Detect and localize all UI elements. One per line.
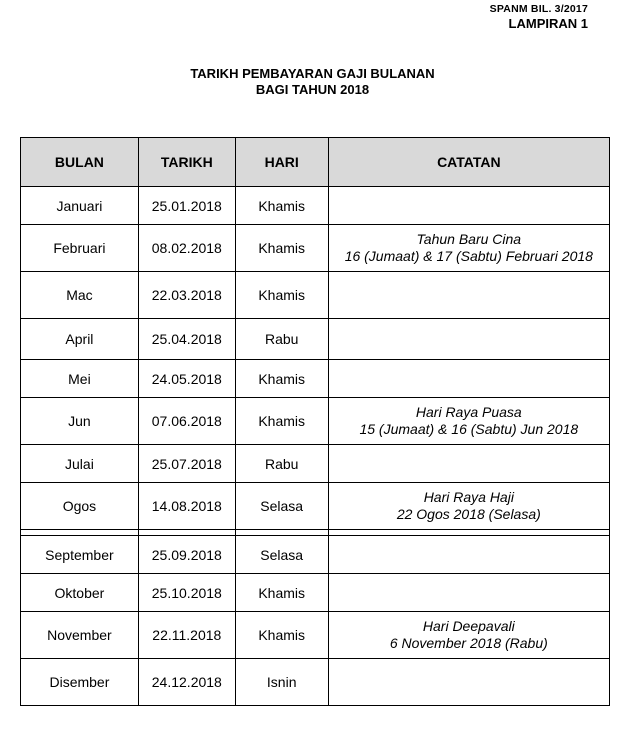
- date-cell: 07.06.2018: [138, 398, 235, 445]
- month-cell: Mei: [21, 360, 139, 398]
- table-row: [21, 612, 610, 659]
- column-header-catatan: CATATAN: [328, 138, 609, 187]
- table-row: [21, 225, 610, 272]
- day-cell: Khamis: [235, 225, 328, 272]
- month-cell: April: [21, 319, 139, 360]
- note-line-1: Hari Deepavali: [422, 618, 515, 634]
- day-cell: Rabu: [235, 319, 328, 360]
- note-cell: [328, 398, 609, 445]
- note-line-1: Hari Raya Haji: [423, 489, 514, 505]
- note-line-2: 6 November 2018 (Rabu): [389, 635, 548, 651]
- note-cell: [328, 536, 609, 574]
- note-line-2: 16 (Jumaat) & 17 (Sabtu) Februari 2018: [344, 248, 593, 264]
- attachment-label: LAMPIRAN 1: [508, 16, 588, 31]
- note-cell: [328, 225, 609, 272]
- document-title: [0, 66, 625, 98]
- month-cell: Mac: [21, 272, 139, 319]
- day-cell: Selasa: [235, 536, 328, 574]
- date-cell: 24.12.2018: [138, 659, 235, 706]
- day-cell: Khamis: [235, 574, 328, 612]
- title-line-2: BAGI TAHUN 2018: [255, 82, 370, 97]
- date-cell: 22.11.2018: [138, 612, 235, 659]
- title-line-1: TARIKH PEMBAYARAN GAJI BULANAN: [190, 66, 435, 81]
- salary-schedule-table: [20, 137, 610, 706]
- table-row: [21, 483, 610, 530]
- date-cell: 25.07.2018: [138, 445, 235, 483]
- table-row: [21, 360, 610, 398]
- month-cell: Januari: [21, 187, 139, 225]
- date-cell: 24.05.2018: [138, 360, 235, 398]
- column-header-tarikh: TARIKH: [138, 138, 235, 187]
- date-cell: 25.10.2018: [138, 574, 235, 612]
- note-cell: [328, 574, 609, 612]
- table-row: [21, 272, 610, 319]
- document-reference: [490, 3, 588, 31]
- note-cell: [328, 612, 609, 659]
- note-cell: [328, 360, 609, 398]
- month-cell: November: [21, 612, 139, 659]
- day-cell: Khamis: [235, 398, 328, 445]
- table-header-row: [21, 138, 610, 187]
- note-line-1: Tahun Baru Cina: [416, 231, 522, 247]
- month-cell: Disember: [21, 659, 139, 706]
- day-cell: Khamis: [235, 612, 328, 659]
- note-line-2: 22 Ogos 2018 (Selasa): [396, 506, 541, 522]
- day-cell: Rabu: [235, 445, 328, 483]
- month-cell: Julai: [21, 445, 139, 483]
- month-cell: Jun: [21, 398, 139, 445]
- note-cell: [328, 319, 609, 360]
- date-cell: 25.09.2018: [138, 536, 235, 574]
- day-cell: Khamis: [235, 272, 328, 319]
- table-row: [21, 187, 610, 225]
- day-cell: Khamis: [235, 360, 328, 398]
- date-cell: 22.03.2018: [138, 272, 235, 319]
- note-cell: [328, 187, 609, 225]
- date-cell: 14.08.2018: [138, 483, 235, 530]
- table-row: [21, 398, 610, 445]
- note-line-2: 15 (Jumaat) & 16 (Sabtu) Jun 2018: [359, 421, 579, 437]
- table-row: [21, 574, 610, 612]
- column-header-hari: HARI: [235, 138, 328, 187]
- note-cell: [328, 659, 609, 706]
- date-cell: 25.01.2018: [138, 187, 235, 225]
- day-cell: Isnin: [235, 659, 328, 706]
- note-cell: [328, 483, 609, 530]
- table-row: [21, 319, 610, 360]
- table-row: [21, 536, 610, 574]
- table-row: [21, 659, 610, 706]
- date-cell: 08.02.2018: [138, 225, 235, 272]
- note-line-1: Hari Raya Puasa: [415, 404, 522, 420]
- month-cell: Ogos: [21, 483, 139, 530]
- day-cell: Selasa: [235, 483, 328, 530]
- month-cell: Oktober: [21, 574, 139, 612]
- month-cell: September: [21, 536, 139, 574]
- note-cell: [328, 445, 609, 483]
- month-cell: Februari: [21, 225, 139, 272]
- reference-code: SPANM BIL. 3/2017: [489, 3, 588, 15]
- date-cell: 25.04.2018: [138, 319, 235, 360]
- day-cell: Khamis: [235, 187, 328, 225]
- table-row: [21, 445, 610, 483]
- column-header-bulan: BULAN: [21, 138, 139, 187]
- note-cell: [328, 272, 609, 319]
